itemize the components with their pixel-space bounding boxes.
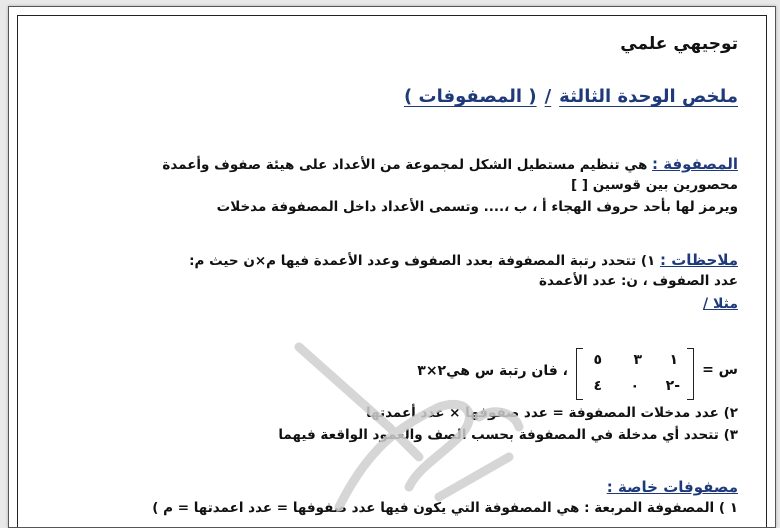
matrix-bracket-left (576, 348, 583, 400)
page-border (17, 15, 767, 527)
notes-line-1 (189, 251, 738, 269)
matrix-cell: ٣ (633, 352, 642, 368)
notes-term: ملاحظات : (659, 251, 738, 269)
equation-lhs: س = (702, 362, 738, 378)
notes-line-4: ٣) تتحدد أي مدخلة في المصفوفة بحسب الصف والعمود الواقعة فيهما (278, 427, 738, 443)
header-brand: توجيهي علمي (620, 34, 738, 54)
definition-text-1: هي تنظيم مستطيل الشكل لمجموعة من الأعداد على هيئة صفوف وأعمدة (162, 157, 648, 173)
matrix-cell: ٥ (593, 352, 602, 368)
example-label: مثلا / (703, 296, 738, 312)
definition-line-3: ويرمز لها بأحد حروف الهجاء أ ، ب ،.... وتسمى الأعداد داخل المصفوفة مدخلات (216, 199, 738, 215)
title-main: ملخص الوحدة الثالثة (559, 86, 738, 107)
special-term: مصفوفات خاصة : (606, 478, 738, 496)
matrix (576, 346, 694, 402)
matrix-cell: ١ (669, 352, 678, 368)
document-page (8, 6, 776, 528)
matrix-cell: ٤ (593, 378, 602, 394)
title-sub: ( المصفوفات ) (404, 86, 537, 107)
title-separator: / (544, 86, 552, 107)
example-equation (308, 346, 738, 402)
notes-line-3: ٢) عدد مدخلات المصفوفة = عدد صفوفها × عدد أعمدتها (366, 405, 738, 421)
equation-rhs: ، فان رتبة س هي٢×٣ (417, 363, 568, 379)
definition-line-1 (162, 155, 738, 173)
matrix-cell: ٢- (665, 378, 680, 394)
notes-text-1: ١) تتحدد رتبة المصفوفة بعدد الصفوف وعدد الأعمدة فيها م×ن حيث م: (189, 253, 656, 269)
definition-term: المصفوفة : (652, 155, 738, 173)
special-line-1: ١ ) المصفوفة المربعة : هي المصفوفة التي يكون فيها عدد صفوفها = عدد اعمدتها = م ) (152, 500, 738, 516)
notes-line-2: عدد الصفوف ، ن: عدد الأعمدة (538, 273, 738, 289)
matrix-cell: ٠ (630, 378, 639, 394)
special-heading (607, 478, 738, 496)
page-title (404, 86, 738, 107)
matrix-bracket-right (687, 348, 694, 400)
definition-line-2: محصورين بين قوسين [ ] (571, 177, 738, 193)
